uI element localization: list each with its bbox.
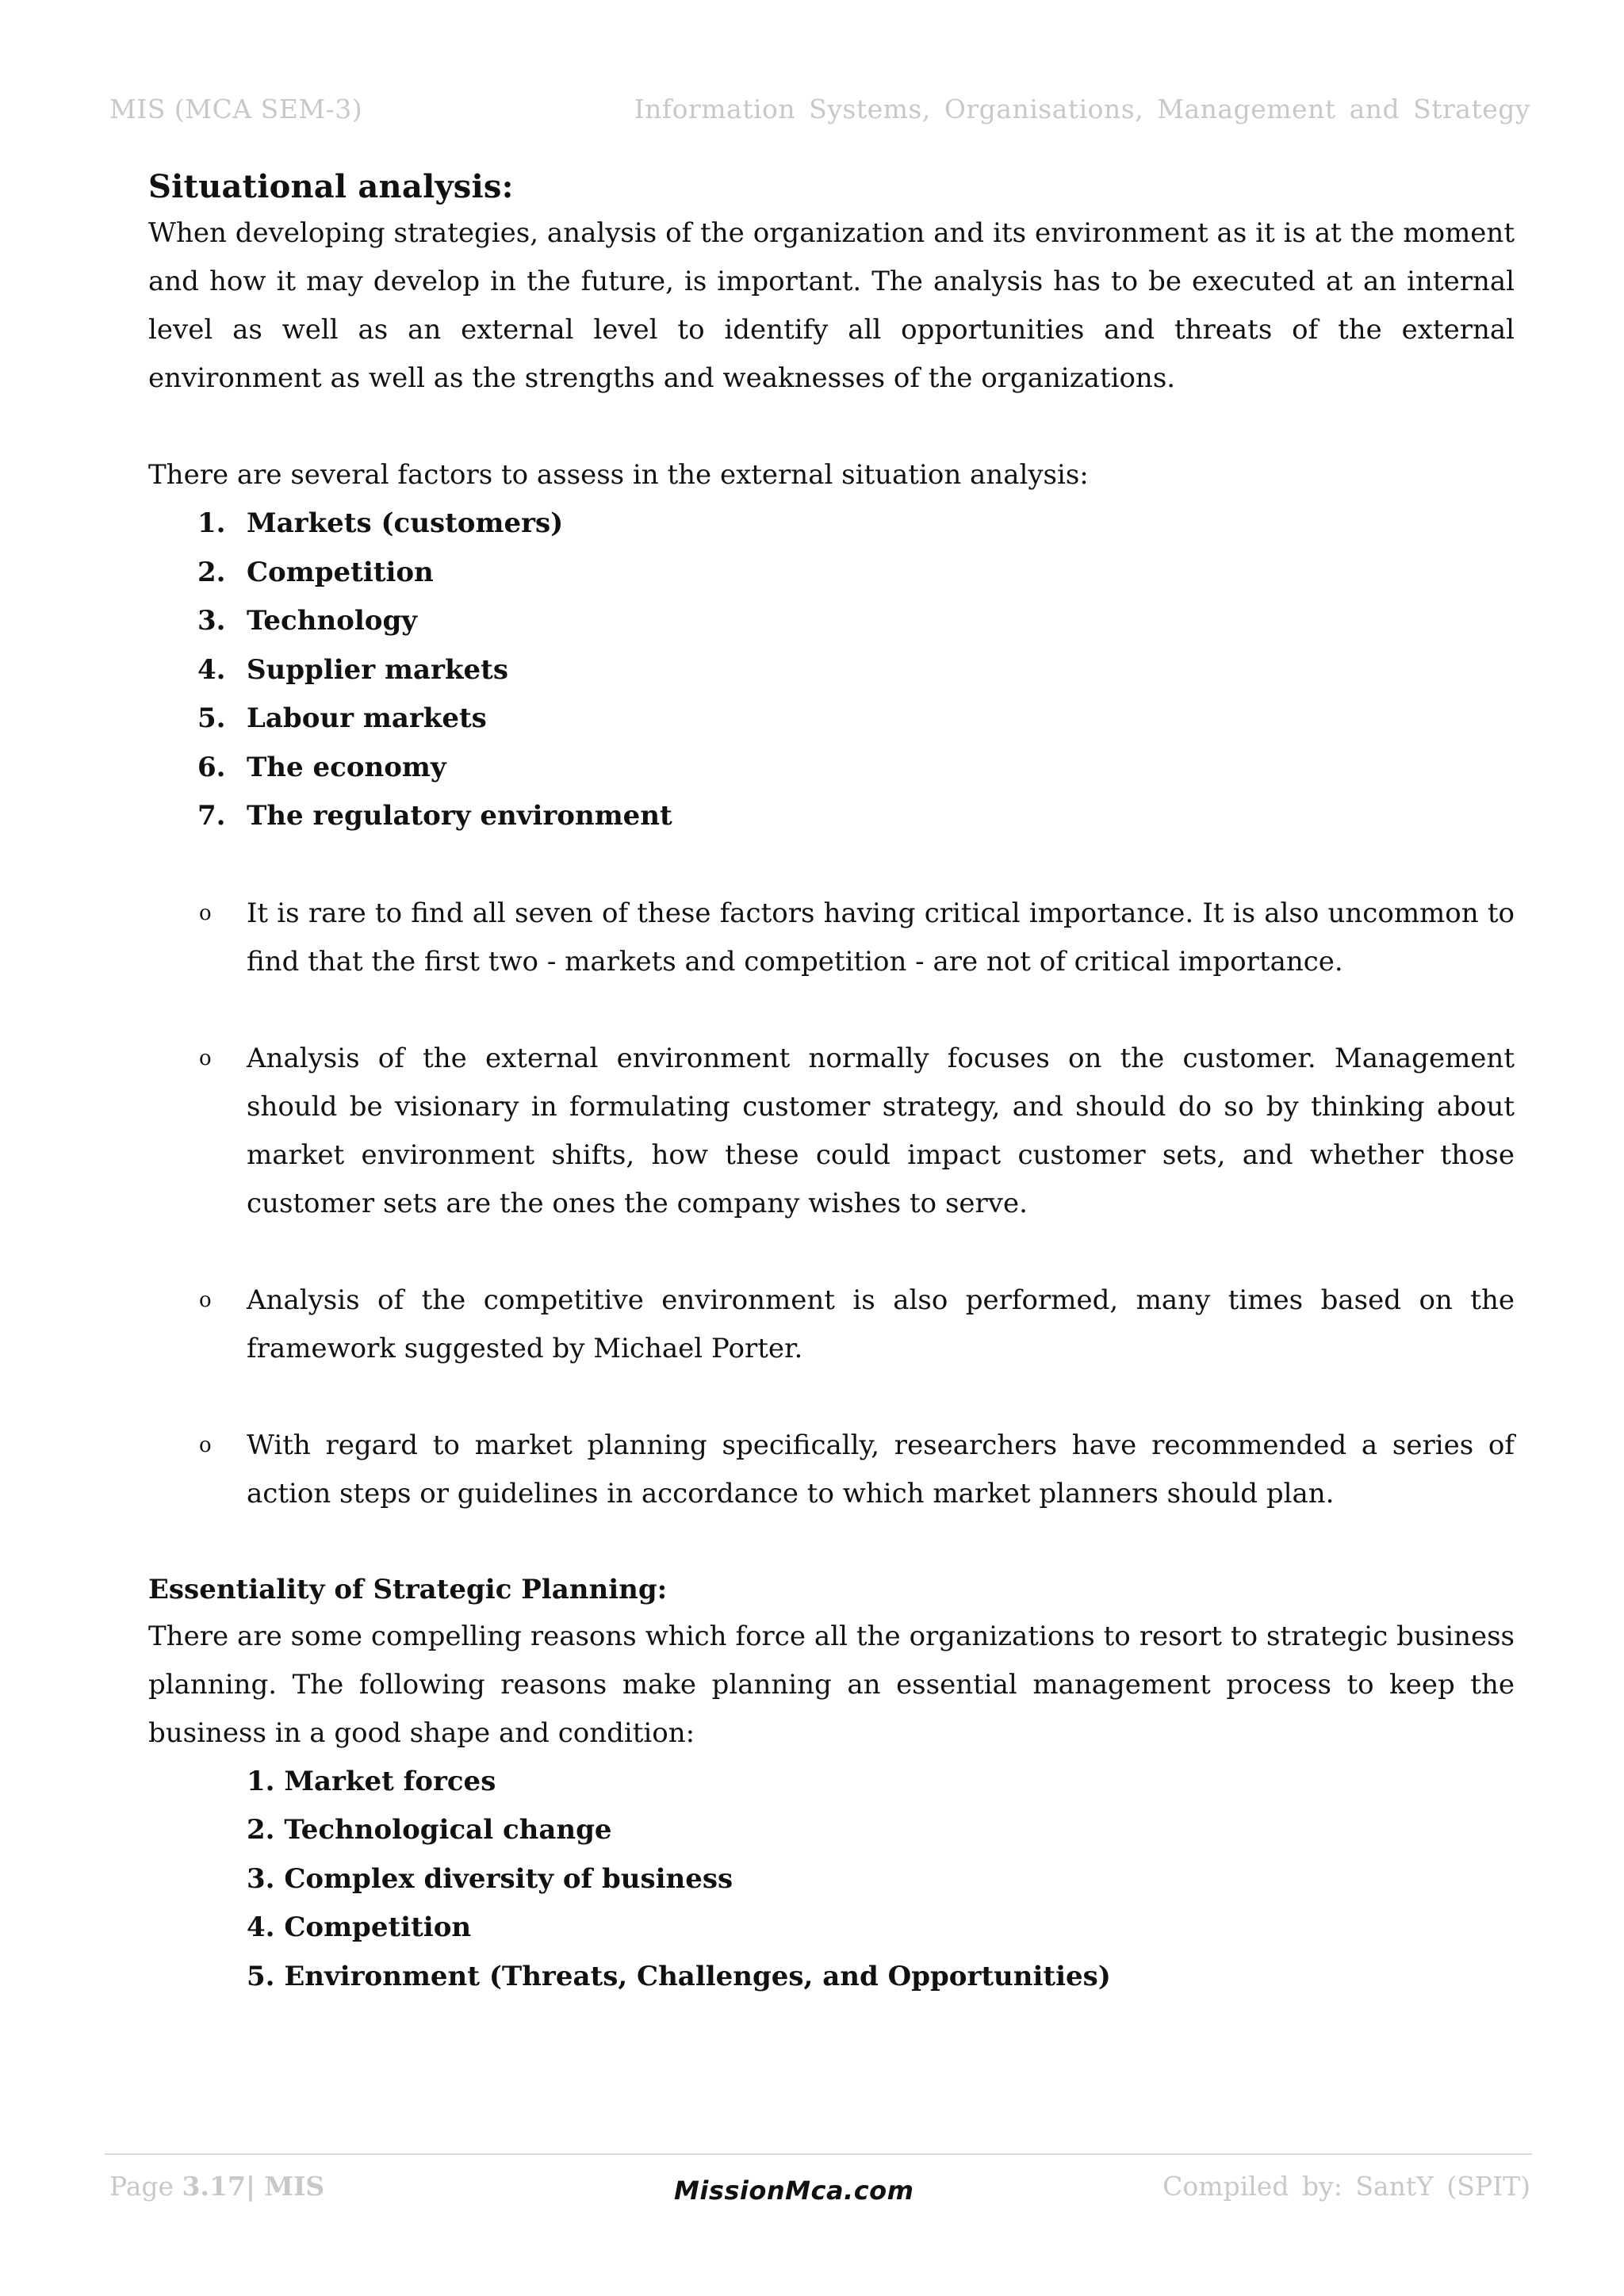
list-item: 5. Labour markets: [197, 702, 487, 734]
situational-paragraph: When developing strategies, analysis of the organization and its environment as it is at the moment and how it may develop in the future, is important. The analysis has to be executed at an internal level as well as an external level to identify all opportunities and threats of the external environment as well as the strengths and weaknesses of the organizations.: [148, 217, 1515, 394]
bullet-marker: o: [199, 901, 212, 925]
essentiality-heading: Essentiality of Strategic Planning:: [148, 1573, 668, 1605]
list-item: 6. The economy: [197, 751, 446, 783]
list-item: o It is rare to find all seven of these factors having critical importance. It is also uncommon to find that the first two - markets and competition - are not of critical importance.: [148, 890, 1515, 986]
header-course: MIS (MCA SEM-3): [109, 94, 363, 124]
list-item: 1. Markets (customers): [197, 507, 564, 539]
list-item: o Analysis of the external environment normally focuses on the customer. Management should be visionary in formulating customer strategy, and should do so by thinking about market environment shifts, how these could impact customer sets, and whether those customer sets are the ones the company wishes to serve.: [148, 1035, 1515, 1228]
reasons-list: [148, 1758, 1515, 2002]
bullet-marker: o: [199, 1288, 212, 1312]
bullet-marker: o: [199, 1046, 212, 1070]
list-item: o With regard to market planning specifically, researchers have recommended a series of action steps or guidelines in accordance to which market planners should plan.: [148, 1422, 1515, 1518]
list-item: o Analysis of the competitive environment is also performed, many times based on the framework suggested by Michael Porter.: [148, 1276, 1515, 1373]
list-item: 5. Environment (Threats, Challenges, and Opportunities): [247, 1960, 1111, 1992]
list-item: 3. Complex diversity of business: [247, 1862, 733, 1895]
external-factors-list: [148, 499, 1515, 841]
list-item: 4. Competition: [247, 1911, 472, 1943]
list-item: 1. Market forces: [247, 1765, 496, 1797]
site-logo: MissionMca.com: [674, 2175, 914, 2206]
essentiality-paragraph: There are some compelling reasons which force all the organizations to resort to strategic business planning. The following reasons make planning an essential management process to keep the business in a good shape and condition:: [148, 1620, 1515, 1749]
list-item: 3. Technology: [197, 605, 417, 637]
page-content: [148, 165, 1515, 2001]
footer-divider: [105, 2153, 1532, 2155]
analysis-bullets: [148, 890, 1515, 1518]
header-chapter: Information Systems, Organisations, Management and Strategy: [634, 94, 1530, 124]
compiled-by: Compiled by: SantY (SPIT): [1162, 2171, 1530, 2202]
list-item: 2. Technological change: [247, 1814, 612, 1846]
bullet-marker: o: [199, 1433, 212, 1457]
list-item: 2. Competition: [197, 556, 434, 588]
list-item: 4. Supplier markets: [197, 653, 508, 686]
list-item: 7. The regulatory environment: [197, 800, 672, 832]
factors-intro: There are several factors to assess in the external situation analysis:: [148, 459, 1089, 491]
page-number: Page 3.17| MIS: [109, 2171, 325, 2202]
situational-analysis-heading: Situational analysis:: [148, 168, 514, 205]
